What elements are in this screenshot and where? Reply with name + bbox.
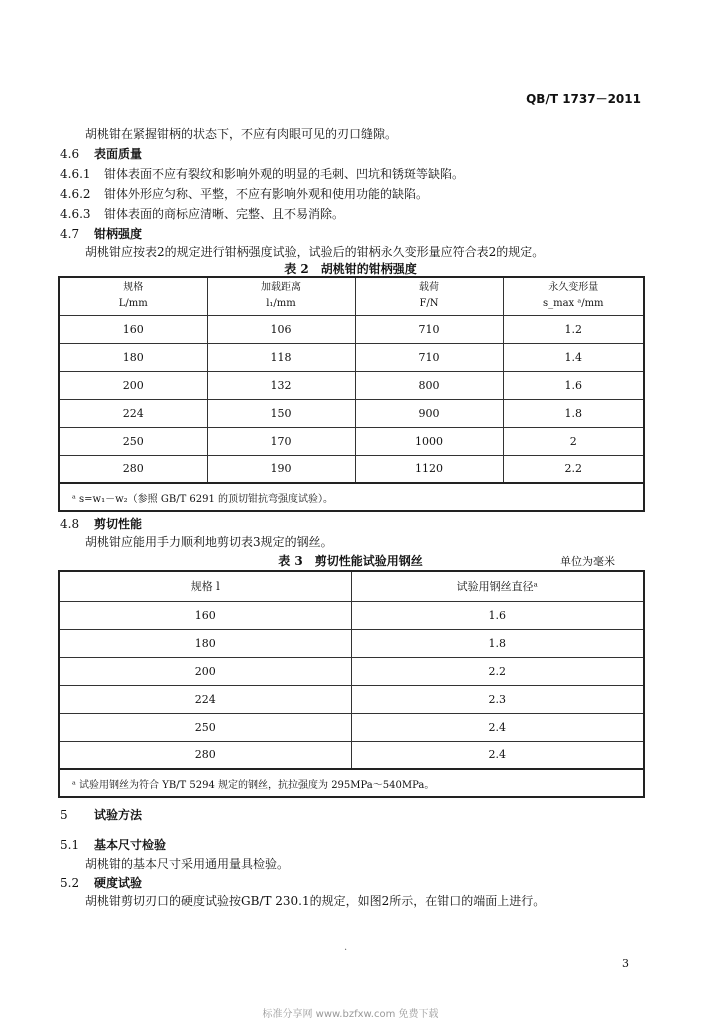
- section-text: 钳体外形应匀称、平整，不应有影响外观和使用功能的缺陷。: [104, 187, 429, 201]
- cell: 224: [59, 399, 207, 427]
- header-cell: 试验用钢丝直径ᵃ: [351, 571, 644, 601]
- section-number: 5.1: [60, 838, 80, 852]
- section-number: 4.7: [60, 227, 80, 241]
- section-title: 剪切性能: [94, 517, 143, 531]
- cell: 180: [59, 343, 207, 371]
- section-text: 钳体表面不应有裂纹和影响外观的明显的毛刺、凹坑和锈斑等缺陷。: [104, 167, 465, 181]
- cell: 1.8: [503, 399, 644, 427]
- header-cell: 载荷 F/N: [355, 277, 503, 315]
- table-row: [59, 601, 644, 629]
- cell: 1.4: [503, 343, 644, 371]
- cell: 106: [207, 315, 355, 343]
- cell: 280: [59, 455, 207, 483]
- cell: 250: [59, 713, 351, 741]
- section-5-2: [60, 874, 142, 891]
- section-title: 表面质量: [94, 147, 143, 161]
- cell: 1.8: [351, 629, 644, 657]
- section-5-2-text: 胡桃钳剪切刃口的硬度试验按GB/T 230.1的规定，如图2所示，在钳口的端面上进行。: [85, 894, 546, 908]
- table-row: [59, 315, 644, 343]
- cell: 1.2: [503, 315, 644, 343]
- cell: 280: [59, 741, 351, 769]
- cell: 200: [59, 657, 351, 685]
- section-number: 4.6.3: [60, 207, 91, 221]
- intro-paragraph: 胡桃钳在紧握钳柄的状态下，不应有肉眼可见的刃口缝隙。: [85, 127, 398, 141]
- cell: 1.6: [503, 371, 644, 399]
- header-cell: 规格 l: [59, 571, 351, 601]
- cell: 190: [207, 455, 355, 483]
- cell: 2.4: [351, 713, 644, 741]
- footer-watermark: 标准分享网 www.bzfxw.com 免费下载: [262, 1009, 439, 1020]
- section-text: 钳体表面的商标应清晰、完整、且不易消除。: [104, 207, 345, 221]
- cell: 224: [59, 685, 351, 713]
- section-4-6-3: [60, 205, 344, 222]
- scan-dot: .: [344, 942, 348, 953]
- table-note: ᵃ 试验用钢丝为符合 YB/T 5294 规定的钢丝，抗拉强度为 295MPa～540MPa。: [59, 769, 644, 797]
- standard-code: QB/T 1737－2011: [526, 92, 641, 106]
- cell: 118: [207, 343, 355, 371]
- table-3-unit: 单位为毫米: [560, 555, 615, 568]
- cell: 2.2: [503, 455, 644, 483]
- table-header-row: [59, 571, 644, 601]
- section-title: 硬度试验: [94, 876, 143, 890]
- section-4-6-2: [60, 185, 428, 202]
- cell: 1.6: [351, 601, 644, 629]
- table-row: [59, 629, 644, 657]
- cell: 2: [503, 427, 644, 455]
- page-number: 3: [622, 957, 629, 970]
- section-5-1: [60, 836, 166, 853]
- cell: 1120: [355, 455, 503, 483]
- cell: 160: [59, 601, 351, 629]
- cell: 150: [207, 399, 355, 427]
- table-row: [59, 343, 644, 371]
- table-row: [59, 399, 644, 427]
- table-note-row: [59, 483, 644, 511]
- table-note-row: [59, 769, 644, 797]
- section-number: 5.2: [60, 876, 80, 890]
- section-title: 钳柄强度: [94, 227, 143, 241]
- table-header-row: [59, 277, 644, 315]
- section-4-8: [60, 515, 142, 532]
- cell: 132: [207, 371, 355, 399]
- cell: 160: [59, 315, 207, 343]
- section-4-8-text: 胡桃钳应能用手力顺利地剪切表3规定的钢丝。: [85, 535, 333, 549]
- section-title: 试验方法: [94, 808, 143, 822]
- header-cell: 规格 L/mm: [59, 277, 207, 315]
- cell: 1000: [355, 427, 503, 455]
- cell: 2.4: [351, 741, 644, 769]
- table-3: [58, 570, 645, 798]
- table-row: [59, 427, 644, 455]
- header-cell: 加载距离 l₁/mm: [207, 277, 355, 315]
- cell: 180: [59, 629, 351, 657]
- table-2: [58, 276, 645, 512]
- section-title: 基本尺寸检验: [94, 838, 167, 852]
- table-note: ᵃ s=w₁－w₂（参照 GB/T 6291 的顶切钳抗弯强度试验）。: [59, 483, 644, 511]
- section-number: 5: [60, 808, 68, 822]
- cell: 2.3: [351, 685, 644, 713]
- cell: 710: [355, 315, 503, 343]
- cell: 200: [59, 371, 207, 399]
- table-row: [59, 713, 644, 741]
- cell: 900: [355, 399, 503, 427]
- section-number: 4.6: [60, 147, 80, 161]
- cell: 800: [355, 371, 503, 399]
- section-number: 4.6.2: [60, 187, 91, 201]
- section-number: 4.8: [60, 517, 80, 531]
- cell: 2.2: [351, 657, 644, 685]
- table-row: [59, 371, 644, 399]
- section-4-6-1: [60, 165, 464, 182]
- table-row: [59, 741, 644, 769]
- table-row: [59, 685, 644, 713]
- cell: 250: [59, 427, 207, 455]
- section-number: 4.6.1: [60, 167, 91, 181]
- cell: 170: [207, 427, 355, 455]
- section-5: [60, 806, 142, 823]
- section-4-7: [60, 225, 142, 242]
- table-row: [59, 657, 644, 685]
- section-4-6: [60, 145, 142, 162]
- table-3-caption: 表 3 剪切性能试验用钢丝: [278, 554, 423, 568]
- table-2-caption: 表 2 胡桃钳的钳柄强度: [284, 262, 417, 276]
- cell: 710: [355, 343, 503, 371]
- section-4-7-text: 胡桃钳应按表2的规定进行钳柄强度试验，试验后的钳柄永久变形量应符合表2的规定。: [85, 245, 545, 259]
- header-cell: 永久变形量 s_max ᵃ/mm: [503, 277, 644, 315]
- table-row: [59, 455, 644, 483]
- section-5-1-text: 胡桃钳的基本尺寸采用通用量具检验。: [85, 857, 290, 871]
